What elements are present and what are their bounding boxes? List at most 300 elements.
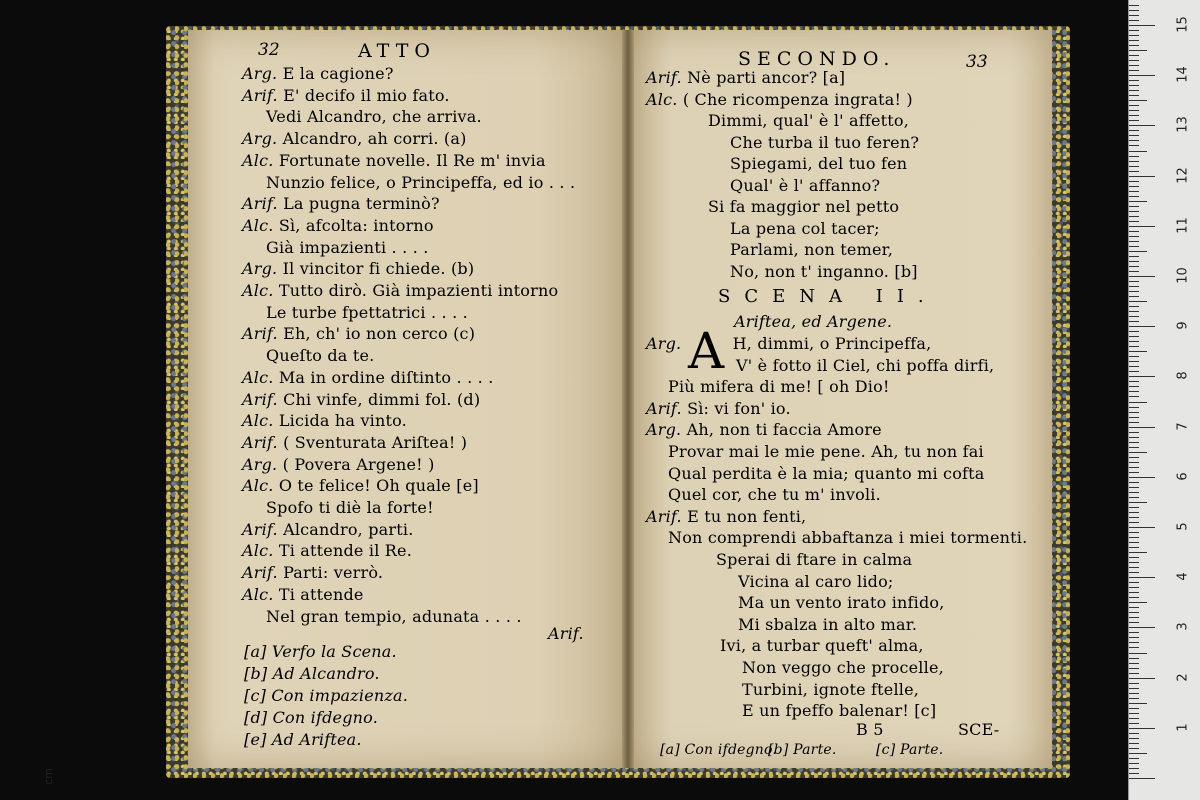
scene-line [646,334,931,354]
ruler-tick [1129,311,1139,312]
line-text: H, dimmi, o Principeffa, [732,334,932,353]
ruler-tick [1129,316,1139,317]
ruler-tick [1129,35,1139,36]
line-text: E tu non fenti, [687,506,807,526]
ruler-number: 5 [1175,522,1191,531]
ruler-tick [1129,422,1139,423]
ruler-tick [1129,166,1139,167]
line-text: Chi vinfe, dimmi fol. (d) [283,389,481,409]
ruler-tick [1129,552,1147,553]
speaker-name: Arif. [242,194,278,214]
line-text: Turbini, ignote ftelle, [742,679,920,699]
ruler-tick [1129,25,1155,26]
line-text: Il vincitor fi chiede. (b) [282,259,475,279]
left-page-line [266,303,468,323]
footnote: [a] Con ifdegno. [660,742,778,758]
left-page-line [266,107,482,127]
line-text: Quel cor, che tu m' involi. [668,485,881,505]
ruler-tick [1129,336,1139,337]
right-page-line [730,219,880,239]
scene-line [738,572,894,592]
ruler-tick [1129,743,1139,744]
ruler-tick [1129,391,1139,392]
ruler-tick [1129,291,1139,292]
ruler-tick [1129,417,1139,418]
line-text: Parlami, non temer, [730,240,893,259]
ruler-number: 11 [1175,217,1191,234]
ruler-tick [1129,256,1139,257]
line-text: Qual perdita è la mia; quanto mi cofta [668,463,985,483]
ruler-tick [1129,196,1139,197]
ruler-tick [1129,477,1155,478]
ruler-tick [1129,723,1139,724]
ruler-tick [1129,241,1139,242]
line-text: Vedi Alcandro, che arriva. [266,107,482,127]
footnote: [b] Ad Alcandro. [244,664,380,683]
line-text: Vicina al caro lido; [738,571,894,591]
ruler-tick [1129,261,1139,262]
ruler-tick [1129,412,1139,413]
right-page-line [730,133,919,153]
scene-line [738,615,917,635]
left-page-line [242,259,474,279]
ruler-tick [1129,326,1155,327]
ruler-tick [1129,125,1155,126]
ruler-tick [1129,482,1139,483]
ruler-tick [1129,547,1139,548]
speaker-name: Arg. [242,259,278,279]
ruler-tick [1129,120,1139,121]
footnote: [c] Con impazienza. [244,686,409,705]
left-page-line [242,563,383,583]
ruler-tick [1129,627,1155,628]
ruler-tick [1129,231,1139,232]
scene-cast: Ariftea, ed Argene. [734,312,893,331]
left-page-line [266,238,429,258]
ruler-tick [1129,65,1139,66]
ruler-tick [1129,90,1139,91]
ruler-tick [1129,527,1155,528]
speaker-name: Alc. [242,584,274,604]
speaker-name: Arif. [242,85,278,105]
left-page-line [266,346,374,366]
ruler-tick [1129,617,1139,618]
ruler-number: 6 [1175,472,1191,481]
line-text: Ti attende [278,584,364,604]
ruler-tick [1129,427,1155,428]
scene-line [716,550,912,570]
ruler-tick [1129,437,1139,438]
line-text: Qual' è l' affanno? [730,175,881,195]
line-text: Dimmi, qual' è l' affetto, [708,111,910,130]
scene-line [742,680,919,700]
ruler-tick [1129,376,1155,377]
ruler-number: 2 [1175,672,1191,682]
ruler-tick [1129,286,1139,287]
speaker-name: Arif. [646,506,682,526]
left-page-line [242,520,414,540]
line-text: Sperai di ftare in calma [716,550,913,569]
ruler-tick [1129,366,1139,367]
line-text: Già impazienti . . . . [266,237,429,257]
ruler-tick [1129,562,1139,563]
ruler-tick [1129,186,1139,187]
line-text: Spiegami, del tuo fen [730,154,908,173]
left-page-line [242,541,412,561]
speaker-name: Arif. [646,68,682,87]
ruler-tick [1129,622,1139,623]
line-text: V' è fotto il Ciel, chi poffa dirfi, [736,355,995,375]
ruler-tick [1129,467,1139,468]
scene-line [720,636,924,656]
ruler-tick [1129,487,1139,488]
line-text: Nel gran tempio, adunata . . . . [266,606,522,626]
left-page-line [266,173,575,193]
ruler-tick [1129,577,1155,578]
ruler-tick [1129,728,1155,729]
line-text: Eh, ch' io non cerco (c) [283,324,476,344]
left-page-line [242,324,475,344]
ruler-tick [1129,321,1139,322]
ruler-tick [1129,502,1147,503]
ruler-tick [1129,647,1139,648]
ruler-tick [1129,216,1139,217]
signature-mark: B 5 [856,720,884,739]
ruler-tick [1129,115,1139,116]
speaker-name: Alc. [242,150,274,170]
ruler-tick [1129,145,1139,146]
scene-line [668,377,890,397]
ruler-tick [1129,512,1139,513]
speaker-name: Alc. [242,411,274,431]
left-page-line [266,498,434,518]
ruler-tick [1129,10,1139,11]
ruler-number: 13 [1175,116,1191,134]
speaker-name: Alc. [242,367,274,387]
speaker-name: Arif. [242,389,278,409]
left-page-line [242,216,434,236]
ruler-tick [1129,60,1139,61]
line-text: Più mifera di me! [ oh Dio! [668,377,890,397]
ruler-tick [1129,130,1139,131]
speaker-name: Alc. [242,215,274,235]
ruler-tick [1129,572,1139,573]
ruler-tick [1129,181,1139,182]
right-page-line [730,240,893,260]
ruler-tick [1129,402,1147,403]
speaker-name: Arg. [646,334,682,353]
ruler-tick [1129,151,1147,152]
right-page-line [730,176,880,196]
line-text: E la cagione? [282,64,394,83]
footnote: [d] Con ifdegno. [244,708,379,727]
scene-line [742,658,944,678]
left-page-line [242,368,494,388]
ruler-tick [1129,246,1139,247]
ruler-tick [1129,105,1139,106]
line-text: ( Povera Argene! ) [282,454,435,474]
ruler-tick [1129,75,1155,76]
line-text: Fortunate novelle. Il Re m' invia [278,150,546,170]
left-page-number: 32 [258,40,280,60]
ruler-number: 1 [1175,723,1191,732]
ruler-tick [1129,753,1147,754]
ruler-tick [1129,386,1139,387]
ruler-tick [1129,517,1139,518]
ruler-unit: cm [41,768,55,785]
ruler-tick [1129,778,1155,779]
speaker-name: Arif. [242,563,278,583]
line-text: E' decifo il mio fato. [283,85,450,105]
ruler-tick [1129,40,1139,41]
ruler-tick [1129,161,1139,162]
ruler-number: 7 [1175,421,1191,431]
ruler-tick [1129,55,1139,56]
ruler-tick [1129,407,1139,408]
speaker-name: Arif. [242,324,278,344]
measuring-ruler [1128,0,1200,800]
speaker-name: Alc. [242,281,274,300]
ruler-tick [1129,537,1139,538]
line-text: Ti attende il Re. [278,541,412,561]
line-text: O te felice! Oh quale [e] [278,476,479,496]
ruler-tick [1129,688,1139,689]
line-text: Non veggo che procelle, [742,658,944,677]
ruler-tick [1129,5,1139,6]
footnote: [b] Parte. [768,742,837,758]
left-page-line [242,585,364,605]
footnote: [e] Ad Ariftea. [244,730,362,749]
right-page-line [646,68,845,88]
ruler-tick [1129,557,1139,558]
ruler-tick [1129,381,1139,382]
ruler-tick [1129,457,1139,458]
scene-line [668,442,984,462]
ruler-tick [1129,110,1139,111]
scene-line [736,356,994,376]
line-text: Ah, non ti faccia Amore [686,420,882,440]
line-text: Ma un vento irato infido, [738,593,945,613]
ruler-tick [1129,678,1155,679]
line-text: Parti: verrò. [283,563,384,583]
ruler-tick [1129,281,1139,282]
ruler-tick [1129,351,1147,352]
line-text: Sì, afcolta: intorno [278,215,434,235]
ruler-tick [1129,211,1139,212]
ruler-tick [1129,452,1147,453]
line-text: Provar mai le mie pene. Ah, tu non fai [668,442,984,461]
right-running-head: SECONDO. [738,48,896,70]
ruler-tick [1129,442,1139,443]
ruler-tick [1129,607,1139,608]
ruler-tick [1129,135,1139,136]
ruler-tick [1129,201,1147,202]
ruler-tick [1129,361,1139,362]
ruler-tick [1129,642,1139,643]
left-page-line [266,607,522,627]
ruler-tick [1129,206,1139,207]
line-text: Mi sbalza in alto mar. [738,614,918,634]
ruler-tick [1129,30,1139,31]
line-text: Queſto da te. [266,346,375,366]
line-text: Licida ha vinto. [278,411,407,431]
ruler-tick [1129,251,1147,252]
ruler-tick [1129,306,1139,307]
ruler-tick [1129,668,1139,669]
line-text: Le turbe fpettatrici . . . . [266,302,468,322]
ruler-tick [1129,663,1139,664]
book-gutter [622,30,634,768]
line-text: Nunzio felice, o Principeffa, ed io . . . [266,172,576,192]
left-page-line [242,476,479,496]
ruler-tick [1129,773,1139,774]
ruler-tick [1129,266,1139,267]
ruler-number: 12 [1175,166,1191,184]
ruler-tick [1129,371,1139,372]
scene-line [646,420,882,440]
right-page-number: 33 [966,52,988,72]
ruler-tick [1129,698,1139,699]
line-text: Alcandro, parti. [283,519,414,539]
ruler-tick [1129,768,1139,769]
left-page-line [242,86,450,106]
line-text: Ivi, a turbar queft' alma, [720,636,924,656]
line-text: Tutto dirò. Già impazienti intorno [278,281,559,300]
speaker-name: Alc. [242,541,274,561]
left-running-head: ATTO [358,40,436,62]
line-text: Spofo ti diè la forte! [266,498,434,517]
ruler-tick [1129,658,1139,659]
ruler-number: 4 [1175,572,1191,581]
scene-line [668,464,985,484]
footnote: [a] Verfo la Scena. [244,642,397,661]
ruler-tick [1129,95,1139,96]
ruler-tick [1129,356,1139,357]
ruler-tick [1129,271,1139,272]
line-text: No, non t' inganno. [b] [730,261,918,281]
ruler-tick [1129,597,1139,598]
left-page-line [242,455,435,475]
left-page-line [242,64,394,84]
ruler-tick [1129,341,1139,342]
ruler-tick [1129,462,1139,463]
ruler-tick [1129,683,1139,684]
ruler-number: 15 [1175,16,1191,33]
scene-title: SCENA II. [718,286,938,307]
ruler-tick [1129,80,1139,81]
scene-line [646,507,806,527]
right-page-line [646,90,913,110]
line-text: ( Sventurata Ariſtea! ) [283,432,468,452]
ruler-tick [1129,738,1139,739]
ruler-tick [1129,758,1139,759]
ruler-tick [1129,653,1147,654]
scene-line [738,593,945,613]
left-page-line [242,390,480,410]
ruler-tick [1129,331,1139,332]
ruler-tick [1129,432,1139,433]
left-page-line [242,151,546,171]
speaker-name: Arif. [646,398,682,418]
ruler-tick [1129,236,1139,237]
ruler-tick [1129,191,1139,192]
ruler-tick [1129,748,1139,749]
ruler-number: 8 [1175,371,1191,381]
ruler-tick [1129,637,1139,638]
right-page-line [708,197,899,217]
left-page-line [242,129,467,149]
ruler-tick [1129,718,1139,719]
ruler-tick [1129,296,1139,297]
line-text: Si fa maggior nel petto [708,197,900,216]
ruler-tick [1129,703,1147,704]
right-page-line [708,111,909,131]
line-text: ( Che ricompenza ingrata! ) [682,89,913,109]
left-catchword: Arif. [548,624,584,643]
scene-line [742,701,936,721]
ruler-number: 14 [1175,66,1191,83]
line-text: Ma in ordine diſtinto . . . . [278,367,494,387]
footnote: [c] Parte. [876,742,944,758]
scene-line [668,485,881,505]
ruler-tick [1129,70,1139,71]
left-page-line [242,433,467,453]
line-text: La pugna terminò? [283,194,440,214]
line-text: Nè parti ancor? [a] [687,68,846,87]
ruler-tick [1129,763,1139,764]
speaker-name: Arif. [242,519,278,539]
right-page-line [730,154,907,174]
speaker-name: Arg. [242,454,278,474]
ruler-tick [1129,713,1139,714]
ruler-tick [1129,708,1139,709]
drop-cap: A [688,322,725,380]
ruler-tick [1129,447,1139,448]
ruler-tick [1129,100,1147,101]
speaker-name: Alc. [242,476,274,496]
ruler-tick [1129,156,1139,157]
ruler-tick [1129,45,1139,46]
ruler-tick [1129,587,1139,588]
line-text: Sì: vi fon' io. [687,398,791,418]
ruler-tick [1129,15,1139,16]
ruler-tick [1129,693,1139,694]
ruler-tick [1129,612,1139,613]
ruler-tick [1129,276,1155,277]
ruler-tick [1129,497,1139,498]
left-page-line [242,411,407,431]
scene-line [668,528,1027,548]
speaker-name: Arg. [242,129,278,149]
line-text: Non comprendi abbaftanza i miei tormenti. [668,528,1028,548]
ruler-tick [1129,221,1139,222]
line-text: La pena col tacer; [730,218,880,238]
ruler-tick [1129,602,1147,603]
ruler-tick [1129,171,1139,172]
ruler-tick [1129,140,1139,141]
ruler-tick [1129,20,1139,21]
ruler-tick [1129,301,1147,302]
speaker-name: Alc. [646,89,678,109]
ruler-tick [1129,582,1139,583]
ruler-tick [1129,733,1139,734]
ruler-tick [1129,532,1139,533]
ruler-tick [1129,346,1139,347]
line-text: Alcandro, ah corri. (a) [282,129,467,149]
ruler-tick [1129,50,1147,51]
right-catchword: SCE- [958,720,1000,739]
ruler-tick [1129,522,1139,523]
